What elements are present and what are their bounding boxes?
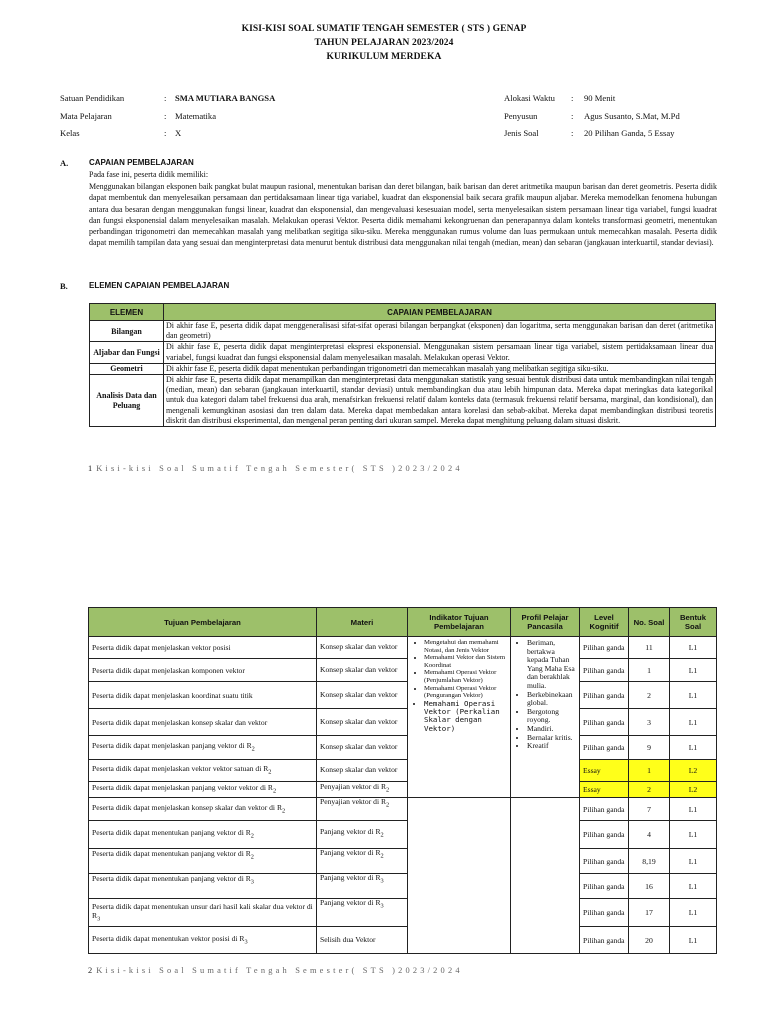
info-label-satuan: Satuan Pendidikan bbox=[60, 93, 125, 103]
tujuan-cell bbox=[89, 798, 317, 821]
tujuan-text: Peserta didik dapat menentukan vektor posisi di R bbox=[92, 933, 245, 943]
bentuk-cell: L1 bbox=[670, 709, 717, 736]
info-colon: : bbox=[571, 111, 574, 121]
section-a-intro: Pada fase ini, peserta didik memiliki: bbox=[89, 170, 209, 179]
table-row bbox=[89, 849, 717, 874]
tujuan-text: Peserta didik dapat menjelaskan konsep skalar dan vektor di R bbox=[92, 802, 283, 812]
materi-text: Penyajian vektor di R bbox=[320, 782, 387, 792]
materi-cell: Konsep skalar dan vektor bbox=[317, 682, 408, 709]
table-row bbox=[89, 637, 717, 659]
table-row bbox=[89, 736, 717, 760]
table-row bbox=[89, 821, 717, 849]
level-cell: Pilihan ganda bbox=[580, 874, 629, 899]
info-colon: : bbox=[571, 93, 574, 103]
info-colon: : bbox=[164, 93, 167, 103]
level-cell: Pilihan ganda bbox=[580, 899, 629, 927]
capaian-cell: Di akhir fase E, peserta didik dapat menggeneralisasi sifat-sifat operasi bilangan berpangkat (eksponen) dan logaritma, serta menggunakan barisan dan deret (aritmetika dan geometri) bbox=[164, 321, 716, 342]
info-value-kelas: X bbox=[175, 128, 182, 138]
no-soal-cell: 1 bbox=[629, 760, 670, 782]
table-row bbox=[89, 682, 717, 709]
no-soal-cell: 16 bbox=[629, 874, 670, 899]
tujuan-text: Peserta didik dapat menjelaskan vektor vektor satuan di R bbox=[92, 764, 269, 774]
info-value-penyusun: Agus Susanto, S.Mat, M.Pd bbox=[584, 111, 680, 121]
info-label-jenis: Jenis Soal bbox=[504, 128, 539, 138]
table-row bbox=[89, 709, 717, 736]
list-item: • Memahami Operasi Vektor (Penjumlahan Vektor) bbox=[424, 669, 508, 684]
tujuan-cell bbox=[89, 899, 317, 927]
materi-text: Panjang vektor di R bbox=[320, 898, 381, 907]
list-item: • Kreatif bbox=[527, 742, 577, 751]
section-a-body: Menggunakan bilangan eksponen baik pangkat bulat maupun rasional, menentukan barisan dan deret bilangan, baik barisan dan deret aritmetika maupun barisan dan deret geometris. Peserta didik dapat membentuk dan menyelesaikan persamaan dan pertidaksamaan linear tiga variabel, kuadrat dan eksponensial baik secara grafik maupun aljabar. Mereka memodelkan fenomena hubungan antara dua besaran dengan menggunakan fungsi linear, kuadrat dan eksponensial, dan mengevaluasi kesesuaian model, serta menyelesaikan sistem persamaan linear tiga variabel, fungsi kuadrat dan fungsi eksponensial dalam menyelesaikan masalah. Melakukan operasi Vektor. Peserta didik memahami kekongruenan dan penerapannya dalam konteks transformasi geometri, menentukan perbandingan trigonometri dan memecahkan masalah yang melibatkan segitiga siku-siku. Mereka menggunakan rumus volume dan luas permukaan untuk memecahkan masalah. Peserta didik dapat memilih tampilan data yang sesuai dan menginterpretasi data menurut bentuk distribusi data menggunakan nilai tengah (median, mean) dan sebaran (jangkauan interkuartil, standar deviasi). bbox=[89, 182, 717, 248]
materi-cell: Konsep skalar dan vektor bbox=[317, 760, 408, 782]
doc-subtitle-curriculum: KURIKULUM MERDEKA bbox=[326, 52, 442, 62]
materi-header: Materi bbox=[317, 608, 408, 637]
table-row bbox=[89, 760, 717, 782]
section-b-title: ELEMEN CAPAIAN PEMBELAJARAN bbox=[89, 281, 230, 290]
materi-cell: Konsep skalar dan vektor bbox=[317, 637, 408, 659]
tujuan-cell bbox=[89, 760, 317, 782]
bentuk-cell: L2 bbox=[670, 760, 717, 782]
no-soal-header: No. Soal bbox=[629, 608, 670, 637]
doc-subtitle-year: TAHUN PELAJARAN 2023/2024 bbox=[314, 38, 454, 48]
list-item: • Memahami Vektor dan Sistem Koordinat bbox=[424, 654, 508, 669]
level-cell: Essay bbox=[580, 760, 629, 782]
elemen-cell: Bilangan bbox=[90, 321, 164, 342]
bentuk-cell: L1 bbox=[670, 927, 717, 954]
list-item: • Bergotong royong. bbox=[527, 708, 577, 725]
no-soal-cell: 2 bbox=[629, 682, 670, 709]
page-number: 1 bbox=[88, 464, 93, 473]
materi-text: Panjang vektor di R bbox=[320, 848, 381, 857]
subscript: 2 bbox=[282, 807, 286, 815]
no-soal-cell: 20 bbox=[629, 927, 670, 954]
capaian-cell: Di akhir fase E, peserta didik dapat menginterpretasi ekspresi eksponensial. Menggunakan sistem persamaan linear tiga variabel, sistem pertidaksamaan linear dua variabel, fungsi kuadrat dan fungsi eksponensial dalam menyelesaikan masalah. Melakukan operasi Vektor. bbox=[164, 342, 716, 363]
subscript: 2 bbox=[250, 853, 254, 861]
profil-cell-empty bbox=[511, 798, 580, 954]
elemen-cell: Analisis Data dan Peluang bbox=[90, 375, 164, 427]
bentuk-cell: L1 bbox=[670, 682, 717, 709]
level-cell: Pilihan ganda bbox=[580, 821, 629, 849]
subscript: 2 bbox=[250, 832, 254, 840]
bentuk-header: Bentuk Soal bbox=[670, 608, 717, 637]
no-soal-cell: 7 bbox=[629, 798, 670, 821]
info-block bbox=[60, 93, 760, 143]
table-row bbox=[90, 375, 716, 427]
subscript: 3 bbox=[380, 877, 384, 885]
tujuan-cell bbox=[89, 849, 317, 874]
tujuan-cell: Peserta didik dapat menjelaskan konsep skalar dan vektor bbox=[89, 709, 317, 736]
subscript: 2 bbox=[268, 768, 272, 776]
tujuan-cell: Peserta didik dapat menjelaskan komponen vektor bbox=[89, 659, 317, 682]
info-value-satuan: SMA MUTIARA BANGSA bbox=[175, 93, 276, 103]
materi-cell: Konsep skalar dan vektor bbox=[317, 659, 408, 682]
capaian-cell: Di akhir fase E, peserta didik dapat menentukan perbandingan trigonometri dan memecahkan masalah yang melibatkan segitiga siku-siku. bbox=[164, 363, 716, 374]
table-row bbox=[89, 798, 717, 821]
table-row bbox=[89, 874, 717, 899]
materi-cell: Konsep skalar dan vektor bbox=[317, 736, 408, 760]
subscript: 3 bbox=[250, 878, 254, 886]
tujuan-text: Peserta didik dapat menjelaskan panjang vektor di R bbox=[92, 741, 252, 751]
materi-cell bbox=[317, 821, 408, 849]
tujuan-text: Peserta didik dapat menentukan panjang vektor di R bbox=[92, 828, 251, 838]
info-colon: : bbox=[164, 128, 167, 138]
bentuk-cell: L2 bbox=[670, 782, 717, 798]
no-soal-cell: 17 bbox=[629, 899, 670, 927]
subscript: 3 bbox=[97, 915, 101, 923]
elemen-header: ELEMEN bbox=[90, 304, 164, 321]
profil-cell bbox=[511, 637, 580, 798]
table-row bbox=[89, 899, 717, 927]
level-cell: Essay bbox=[580, 782, 629, 798]
tujuan-header: Tujuan Pembelajaran bbox=[89, 608, 317, 637]
doc-title: KISI-KISI SOAL SUMATIF TENGAH SEMESTER ( STS ) GENAP bbox=[241, 24, 527, 34]
level-cell: Pilihan ganda bbox=[580, 637, 629, 659]
level-cell: Pilihan ganda bbox=[580, 709, 629, 736]
table-row bbox=[90, 321, 716, 342]
section-a-letter: A. bbox=[60, 158, 69, 168]
materi-cell bbox=[317, 874, 408, 899]
tujuan-text: Peserta didik dapat menjelaskan panjang vektor vektor di R bbox=[92, 783, 273, 793]
elemen-cell: Aljabar dan Fungsi bbox=[90, 342, 164, 363]
materi-cell bbox=[317, 782, 408, 798]
subscript: 2 bbox=[251, 745, 255, 753]
section-b-letter: B. bbox=[60, 281, 68, 291]
footer-text: Kisi-kisi Soal Sumatif Tengah Semester( STS )2023/2024 bbox=[96, 966, 463, 975]
tujuan-cell: Peserta didik dapat menjelaskan koordinat suatu titik bbox=[89, 682, 317, 709]
page-footer bbox=[88, 464, 463, 473]
subscript: 2 bbox=[380, 831, 384, 839]
subscript: 2 bbox=[386, 801, 390, 809]
info-label-kelas: Kelas bbox=[60, 128, 80, 138]
level-cell: Pilihan ganda bbox=[580, 798, 629, 821]
materi-text: Penyajian vektor di R bbox=[320, 797, 387, 806]
tujuan-cell bbox=[89, 927, 317, 954]
level-cell: Pilihan ganda bbox=[580, 659, 629, 682]
bentuk-cell: L1 bbox=[670, 874, 717, 899]
materi-text: Panjang vektor di R bbox=[320, 827, 381, 837]
level-cell: Pilihan ganda bbox=[580, 849, 629, 874]
elemen-cell: Geometri bbox=[90, 363, 164, 374]
tujuan-cell bbox=[89, 736, 317, 760]
subscript: 2 bbox=[380, 852, 384, 860]
info-value-mapel: Matematika bbox=[175, 111, 217, 121]
list-item: • Memahami Operasi Vektor (Perkalian Skalar dengan Vektor) bbox=[424, 700, 508, 733]
tujuan-cell bbox=[89, 782, 317, 798]
list-item: • Beriman, bertakwa kepada Tuhan Yang Maha Esa dan berakhlak mulia. bbox=[527, 639, 577, 691]
materi-cell bbox=[317, 798, 408, 821]
subscript: 2 bbox=[272, 787, 277, 795]
no-soal-cell: 2 bbox=[629, 782, 670, 798]
tujuan-text: Peserta didik dapat menentukan unsur dari hasil kali skalar dua vektor di R bbox=[92, 901, 313, 920]
no-soal-cell: 3 bbox=[629, 709, 670, 736]
kisi-kisi-table bbox=[88, 607, 717, 954]
no-soal-cell: 8,19 bbox=[629, 849, 670, 874]
indikator-cell-empty bbox=[408, 798, 511, 954]
section-a-title: CAPAIAN PEMBELAJARAN bbox=[89, 158, 194, 167]
materi-cell bbox=[317, 899, 408, 927]
tujuan-cell bbox=[89, 821, 317, 849]
info-colon: : bbox=[571, 128, 574, 138]
table-row bbox=[89, 782, 717, 798]
info-label-alokasi: Alokasi Waktu bbox=[504, 93, 555, 103]
footer-text: Kisi-kisi Soal Sumatif Tengah Semester( STS )2023/2024 bbox=[96, 464, 463, 473]
table-row bbox=[89, 659, 717, 682]
no-soal-cell: 9 bbox=[629, 736, 670, 760]
list-item: • Berkebinekaan global. bbox=[527, 691, 577, 708]
level-cell: Pilihan ganda bbox=[580, 682, 629, 709]
materi-text: Panjang vektor di R bbox=[320, 873, 381, 882]
bentuk-cell: L1 bbox=[670, 849, 717, 874]
page-footer bbox=[88, 966, 463, 975]
bentuk-cell: L1 bbox=[670, 899, 717, 927]
no-soal-cell: 4 bbox=[629, 821, 670, 849]
page-number: 2 bbox=[88, 966, 93, 975]
no-soal-cell: 1 bbox=[629, 659, 670, 682]
list-item: • Bernalar kritis. bbox=[527, 734, 577, 743]
tujuan-text: Peserta didik dapat menentukan panjang vektor di R bbox=[92, 849, 251, 858]
tujuan-cell bbox=[89, 874, 317, 899]
indikator-list bbox=[410, 639, 508, 733]
level-cell: Pilihan ganda bbox=[580, 736, 629, 760]
level-header: Level Kognitif bbox=[580, 608, 629, 637]
indikator-cell bbox=[408, 637, 511, 798]
level-cell: Pilihan ganda bbox=[580, 927, 629, 954]
bentuk-cell: L1 bbox=[670, 821, 717, 849]
table-row bbox=[90, 342, 716, 363]
info-value-jenis: 20 Pilihan Ganda, 5 Essay bbox=[584, 128, 675, 138]
profil-header: Profil Pelajar Pancasila bbox=[511, 608, 580, 637]
subscript: 3 bbox=[380, 902, 384, 910]
materi-cell: Konsep skalar dan vektor bbox=[317, 709, 408, 736]
tujuan-text: Peserta didik dapat menentukan panjang vektor di R bbox=[92, 874, 251, 883]
indikator-header: Indikator Tujuan Pembelajaran bbox=[408, 608, 511, 637]
no-soal-cell: 11 bbox=[629, 637, 670, 659]
materi-cell: Selisih dua Vektor bbox=[317, 927, 408, 954]
info-label-mapel: Mata Pelajaran bbox=[60, 111, 112, 121]
tujuan-cell: Peserta didik dapat menjelaskan vektor posisi bbox=[89, 637, 317, 659]
list-item: • Mengetahui dan memahami Notasi, dan Jenis Vektor bbox=[424, 639, 508, 654]
bentuk-cell: L1 bbox=[670, 798, 717, 821]
capaian-header: CAPAIAN PEMBELAJARAN bbox=[164, 304, 716, 321]
table-row bbox=[89, 927, 717, 954]
capaian-cell: Di akhir fase E, peserta didik dapat menampilkan dan menginterpretasi data menggunakan statistik yang sesuai bentuk distribusi data untuk membandingkan nilai tengah (median, mean) dan sebaran (jangkauan interkuartil, standar deviasi) untuk membandingkan dua atau lebih himpunan data. Mereka dapat meringkas data kategorikal untuk dua kategori dalam tabel frekuensi dua arah, menafsirkan frekuensi relatif dalam konteks data (termasuk frekuensi relatif bersama, marginal, dan kondisional), dan mengenali kemungkinan asosiasi dan tren dalam data. Mereka dapat membedakan antara korelasi dan sebab-akibat. Mereka dapat membandingkan distribusi teoretis diskrit dan distribusi eksperimental, dan mengenal peran penting dari ukuran sampel. Mereka dapat menghitung peluang dalam situasi diskrit. bbox=[164, 375, 716, 427]
info-value-alokasi: 90 Menit bbox=[584, 93, 616, 103]
elemen-table bbox=[89, 303, 716, 427]
bentuk-cell: L1 bbox=[670, 736, 717, 760]
subscript: 2 bbox=[386, 786, 390, 794]
list-item: • Mandiri. bbox=[527, 725, 577, 734]
bentuk-cell: L1 bbox=[670, 659, 717, 682]
info-label-penyusun: Penyusun bbox=[504, 111, 538, 121]
subscript: 3 bbox=[244, 938, 248, 946]
profil-list bbox=[513, 639, 577, 751]
materi-cell bbox=[317, 849, 408, 874]
bentuk-cell: L1 bbox=[670, 637, 717, 659]
list-item: • Memahami Operasi Vektor (Pengurangan Vektor) bbox=[424, 685, 508, 700]
table-row bbox=[90, 363, 716, 374]
info-colon: : bbox=[164, 111, 167, 121]
